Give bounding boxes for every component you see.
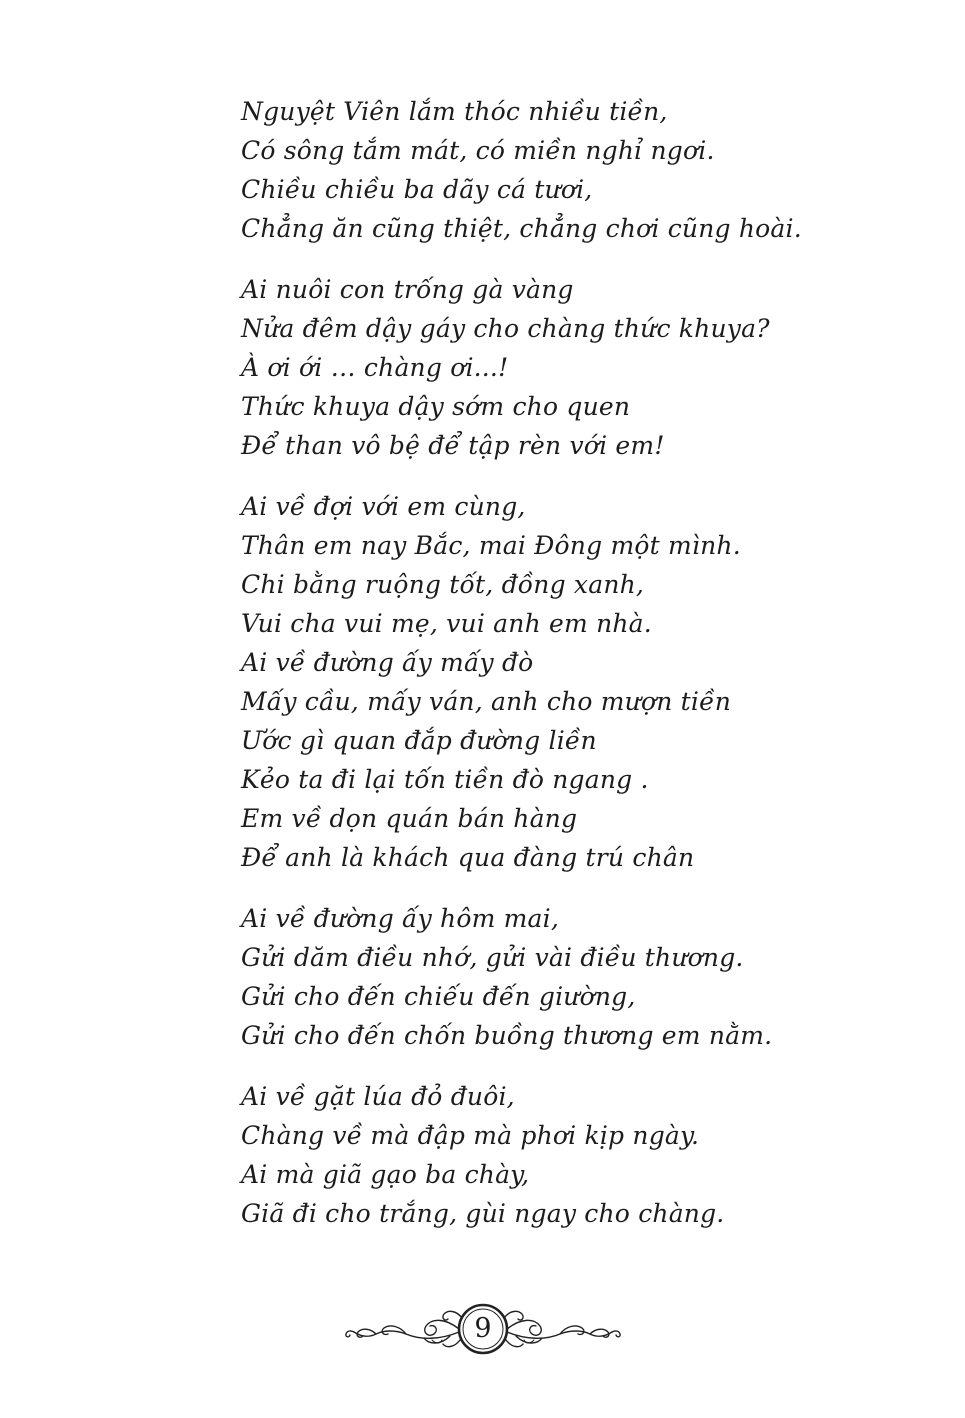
poem-line: Ai về đường ấy mấy đò: [241, 648, 534, 677]
poem-line: Ai nuôi con trống gà vàng: [241, 275, 574, 304]
poem-line: Giã đi cho trắng, gùi ngay cho chàng.: [241, 1199, 725, 1228]
stanza: [241, 899, 881, 1055]
poem-line: Thân em nay Bắc, mai Đông một mình.: [241, 531, 741, 560]
poem-line: Để than vô bệ để tập rèn với em!: [241, 431, 665, 460]
poem-line: Chi bằng ruộng tốt, đồng xanh,: [241, 570, 645, 599]
poem-line: Chiều chiều ba dãy cá tươi,: [241, 175, 593, 204]
poem-line: Chẳng ăn cũng thiệt, chẳng chơi cũng hoài.: [241, 214, 802, 243]
poem-line: Để anh là khách qua đàng trú chân: [241, 843, 695, 872]
poem-line: Mấy cầu, mấy ván, anh cho mượn tiền: [241, 687, 732, 716]
poem-line: Có sông tắm mát, có miền nghỉ ngơi.: [241, 136, 715, 165]
poem-line: Chàng về mà đập mà phơi kịp ngày.: [241, 1121, 700, 1150]
poem-line: Ước gì quan đắp đường liền: [241, 726, 597, 755]
poem-line: Thức khuya dậy sớm cho quen: [241, 392, 631, 421]
poem-line: Gửi dăm điều nhớ, gửi vài điều thương.: [241, 943, 744, 972]
poem-body: [241, 92, 881, 1255]
poem-line: Gửi cho đến chốn buồng thương em nằm.: [241, 1021, 773, 1050]
stanza: [241, 270, 881, 465]
page-number: 9: [474, 1313, 492, 1344]
poem-line: Ai về đường ấy hôm mai,: [241, 904, 560, 933]
poem-line: Em về dọn quán bán hàng: [241, 804, 578, 833]
stanza: [241, 487, 881, 877]
poem-line: Nguyệt Viên lắm thóc nhiều tiền,: [241, 97, 668, 126]
page-footer: [340, 1288, 625, 1368]
poem-line: À ơi ới … chàng ơi...!: [241, 353, 509, 382]
poem-line: Vui cha vui mẹ, vui anh em nhà.: [241, 609, 652, 638]
poem-line: Nửa đêm dậy gáy cho chàng thức khuya?: [241, 314, 770, 343]
poem-line: Gửi cho đến chiếu đến giường,: [241, 982, 636, 1011]
poem-line: Kẻo ta đi lại tốn tiền đò ngang .: [241, 765, 649, 794]
poem-line: Ai về đợi với em cùng,: [241, 492, 526, 521]
stanza: [241, 1077, 881, 1233]
poem-line: Ai mà giã gạo ba chày,: [241, 1160, 530, 1189]
stanza: [241, 92, 881, 248]
poem-line: Ai về gặt lúa đỏ đuôi,: [241, 1082, 515, 1111]
